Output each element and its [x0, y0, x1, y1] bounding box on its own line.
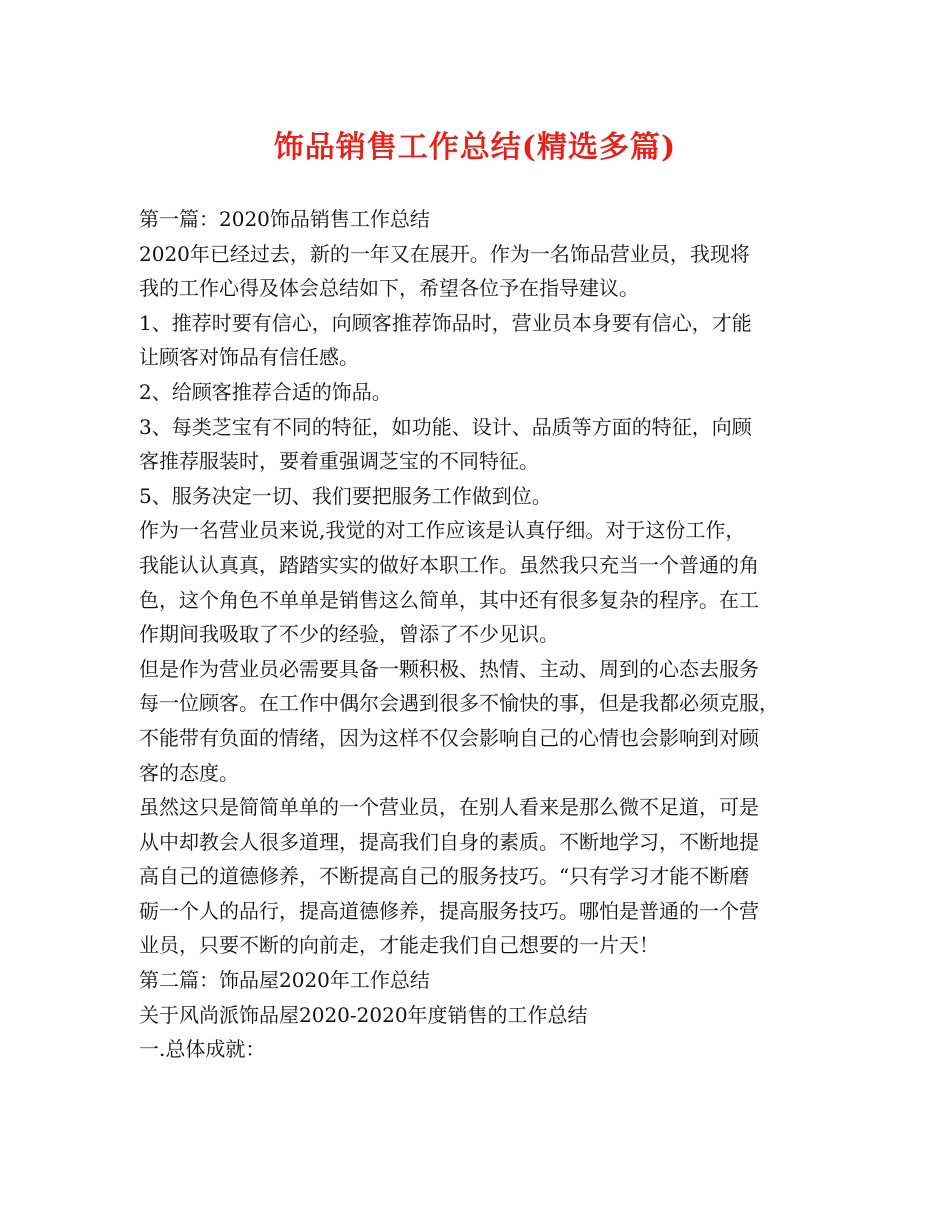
paragraph-line: 客的态度。	[139, 760, 239, 785]
paragraph-line: 每一位顾客。在工作中偶尔会遇到很多不愉快的事，但是我都必须克服，	[139, 691, 779, 716]
paragraph-line: 业员，只要不断的向前走，才能走我们自己想要的一片天！	[139, 933, 659, 958]
paragraph-line: 关于风尚派饰品屋2020-2020年度销售的工作总结	[139, 1002, 588, 1027]
paragraph-line: 不能带有负面的情绪，因为这样不仅会影响自己的心情也会影响到对顾	[139, 725, 759, 750]
list-item-line: 5、服务决定一切、我们要把服务工作做到位。	[139, 483, 552, 508]
section-heading: 第一篇：2020饰品销售工作总结	[139, 207, 430, 231]
paragraph-line: 高自己的道德修养，不断提高自己的服务技巧。“只有学习才能不断磨	[139, 864, 750, 889]
paragraph-line: 2020年已经过去，新的一年又在展开。作为一名饰品营业员，我现将	[139, 241, 750, 266]
document-title: 饰品销售工作总结(精选多篇)	[273, 130, 677, 165]
paragraph-line: 从中却教会人很多道理，提高我们自身的素质。不断地学习，不断地提	[139, 829, 759, 854]
list-item-line: 客推荐服装时，要着重强调芝宝的不同特征。	[139, 449, 539, 474]
paragraph-line: 虽然这只是简简单单的一个营业员，在别人看来是那么微不足道，可是	[139, 795, 759, 820]
document-body	[139, 202, 819, 1067]
subsection-heading: 一.总体成就：	[139, 1037, 266, 1062]
list-item-line: 3、每类芝宝有不同的特征，如功能、设计、品质等方面的特征，向顾	[139, 414, 752, 439]
paragraph-line: 作期间我吸取了不少的经验，曾添了不少见识。	[139, 622, 559, 647]
paragraph-line: 我的工作心得及体会总结如下，希望各位予在指导建议。	[139, 276, 639, 301]
paragraph-line: 砺一个人的品行，提高道德修养，提高服务技巧。哪怕是普通的一个营	[139, 898, 759, 923]
paragraph-line: 作为一名营业员来说,我觉的对工作应该是认真仔细。对于这份工作，	[139, 518, 746, 543]
paragraph-line: 色，这个角色不单单是销售这么简单，其中还有很多复杂的程序。在工	[139, 587, 759, 612]
section-heading: 第二篇：饰品屋2020年工作总结	[139, 968, 430, 993]
list-item-line: 让顾客对饰品有信任感。	[139, 345, 359, 370]
paragraph-line: 但是作为营业员必需要具备一颗积极、热情、主动、周到的心态去服务	[139, 656, 759, 681]
paragraph-line: 我能认认真真，踏踏实实的做好本职工作。虽然我只充当一个普通的角	[139, 552, 759, 577]
list-item-line: 1、推荐时要有信心，向顾客推荐饰品时，营业员本身要有信心，才能	[139, 310, 752, 335]
list-item-line: 2、给顾客推荐合适的饰品。	[139, 379, 392, 404]
